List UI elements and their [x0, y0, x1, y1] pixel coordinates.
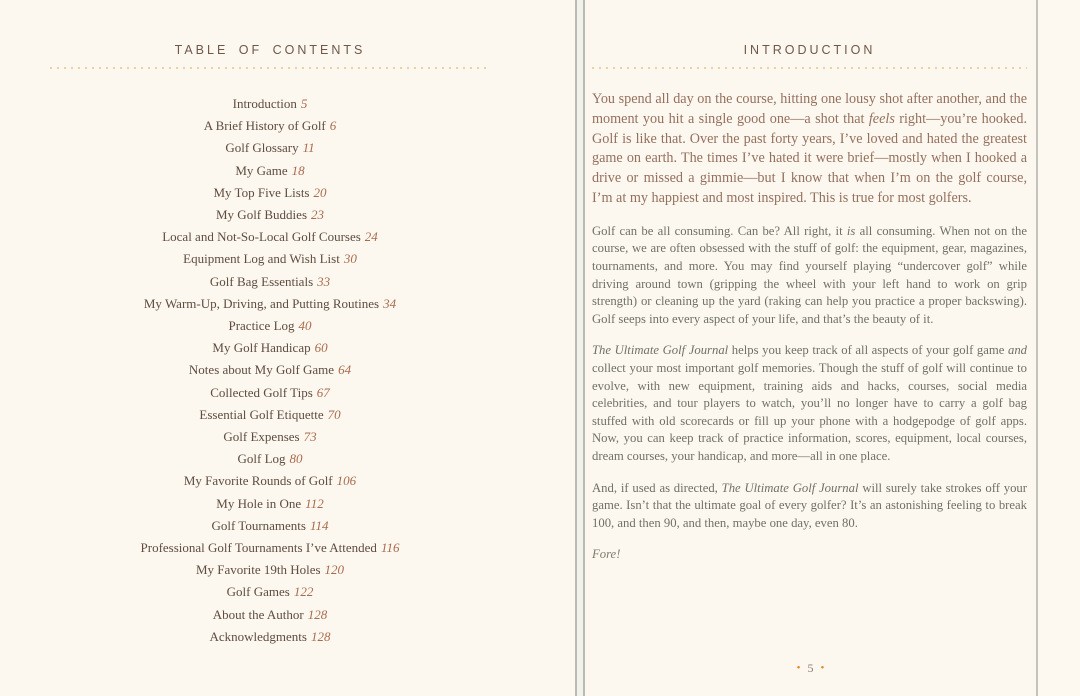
- introduction-page: [585, 0, 1036, 696]
- toc-entry: [50, 337, 490, 359]
- introduction-paragraph: Golf can be all consuming. Can be? All right, it is all consuming. When not on the course, we are often obsessed with the stuff of golf: the equipment, gear, magazines, tournaments, and more. You may find yourself playing “undercover golf” while driving around town (gripping the wheel with your left hand to work on grip strength) or cleaning up the yard (raking can help you practice a proper backswing). Golf seeps into every aspect of your life, and that’s the beauty of it.: [592, 223, 1027, 326]
- toc-entry-page-number: 23: [311, 207, 324, 223]
- folio-left-dot: •: [796, 662, 801, 674]
- toc-entry-page-number: 122: [293, 584, 314, 600]
- toc-entry-label: Practice Log: [228, 318, 295, 334]
- toc-entry: [50, 515, 490, 537]
- toc-entry-label: Equipment Log and Wish List: [183, 251, 340, 267]
- toc-entry-label: Professional Golf Tournaments I’ve Attended: [140, 540, 377, 556]
- toc-entry-label: Notes about My Golf Game: [188, 362, 335, 378]
- toc-entry-page-number: 5: [300, 96, 308, 111]
- toc-entry-label: My Top Five Lists: [213, 184, 310, 200]
- toc-entry-page-number: 114: [309, 517, 329, 533]
- toc-entry: [50, 315, 490, 337]
- toc-entry: [50, 359, 490, 381]
- toc-entry-label: Golf Expenses: [223, 429, 300, 445]
- toc-entry: [50, 470, 490, 492]
- toc-entry-page-number: 40: [298, 318, 312, 334]
- toc-entry: [50, 382, 490, 404]
- toc-entry-page-number: 33: [317, 273, 331, 289]
- introduction-title: INTRODUCTION: [743, 43, 876, 57]
- page-folio: [585, 661, 1036, 676]
- toc-entry-page-number: 6: [329, 118, 337, 134]
- toc-entry-page-number: 116: [380, 540, 400, 556]
- introduction-paragraph: Fore!: [592, 547, 621, 562]
- toc-entry-label: My Hole in One: [216, 495, 302, 511]
- toc-entry: [50, 426, 490, 448]
- toc-entry: [50, 537, 490, 559]
- toc-entry-label: Introduction: [232, 96, 297, 111]
- introduction-paragraph: And, if used as directed, The Ultimate Golf Journal will surely take strokes off your game. Isn’t that the ultimate goal of every golfer? It’s an astonishing feeling to break 100, and then 90, and then, maybe one day, even 80.: [592, 480, 1027, 530]
- introduction-divider-rule: [592, 67, 1027, 69]
- toc-entry-page-number: 60: [314, 340, 328, 356]
- toc-entry-page-number: 30: [343, 251, 357, 267]
- introduction-paragraph: You spend all day on the course, hitting one lousy shot after another, and the moment you hit a single good one—a shot that feels right—you’re hooked. Golf is like that. Over the past forty years, I’ve loved and hated the greatest game on earth. The times I’ve hated it were brief—mostly when I hooked a drive or missed a gimmie—but I know that when I’m on the golf course, I’m at my happiest and most inspired. This is true for most golfers.: [592, 91, 1027, 206]
- folio-page-number: 5: [807, 661, 814, 675]
- toc-entry-label: Golf Games: [226, 584, 290, 600]
- toc-entry-page-number: 34: [383, 295, 397, 311]
- toc-entry-label: Golf Bag Essentials: [209, 273, 314, 289]
- toc-entry-label: My Golf Buddies: [216, 207, 307, 223]
- toc-entry: [50, 293, 490, 315]
- toc-entry-label: Acknowledgments: [209, 628, 307, 644]
- toc-divider-rule: [50, 67, 490, 69]
- toc-entry-page-number: 128: [307, 606, 328, 622]
- toc-entry-page-number: 106: [336, 473, 357, 489]
- toc-entry-label: My Golf Handicap: [212, 340, 311, 356]
- toc-entry-label: A Brief History of Golf: [203, 118, 326, 134]
- toc-entry: [50, 493, 490, 515]
- toc-entry-page-number: 112: [305, 495, 324, 511]
- toc-entry-page-number: 128: [310, 628, 331, 644]
- toc-entry: [50, 93, 490, 115]
- toc-content: [50, 0, 490, 648]
- toc-entry: [50, 448, 490, 470]
- toc-entry: [50, 604, 490, 626]
- toc-entry-page-number: 67: [316, 384, 330, 400]
- toc-entry-label: My Favorite Rounds of Golf: [183, 473, 333, 489]
- toc-entry-label: My Favorite 19th Holes: [195, 562, 321, 578]
- toc-entry-label: Essential Golf Etiquette: [199, 406, 324, 422]
- toc-entry-label: My Warm-Up, Driving, and Putting Routines: [143, 295, 380, 311]
- toc-entry-label: My Game: [235, 162, 288, 178]
- toc-entry-page-number: 70: [327, 406, 341, 422]
- toc-entry-page-number: 24: [364, 229, 378, 245]
- introduction-paragraph: The Ultimate Golf Journal helps you keep track of all aspects of your golf game and collect your most important golf memories. Though the stuff of golf will continue to evolve, with new equipment, training aids and hacks, courses, social media celebrities, and tour players to watch, you’ll no longer have to carry a golf bag stuffed with old scorecards or fill up your phone with a hodgepodge of golf apps. Now, you can keep track of practice information, scores, equipment, local courses, dream courses, your handicap, and more—all in one place.: [592, 343, 1027, 463]
- outer-margin: [1038, 0, 1080, 696]
- toc-entry-label: Golf Tournaments: [211, 517, 306, 533]
- toc-entry-label: Golf Log: [237, 451, 286, 467]
- folio-right-dot: •: [820, 662, 825, 674]
- toc-entry: [50, 160, 490, 182]
- toc-entry: [50, 581, 490, 603]
- toc-entry-page-number: 80: [289, 451, 303, 467]
- toc-title: TABLE OF CONTENTS: [174, 43, 366, 57]
- toc-entry: [50, 137, 490, 159]
- toc-entry: [50, 248, 490, 270]
- introduction-paragraphs: [592, 90, 1027, 564]
- toc-entry: [50, 204, 490, 226]
- toc-entry-label: Golf Glossary: [225, 140, 299, 156]
- toc-entry-page-number: 20: [313, 184, 327, 200]
- toc-entry-label: About the Author: [212, 606, 304, 622]
- toc-entry-page-number: 64: [338, 362, 352, 378]
- toc-entry-label: Local and Not-So-Local Golf Courses: [162, 229, 361, 245]
- toc-entry: [50, 182, 490, 204]
- toc-entry: [50, 404, 490, 426]
- toc-entry-page-number: 73: [303, 429, 317, 445]
- toc-entry: [50, 559, 490, 581]
- toc-entry-page-number: 120: [324, 562, 345, 578]
- toc-entry: [50, 115, 490, 137]
- toc-entry-page-number: 11: [302, 140, 315, 156]
- toc-list: [50, 93, 490, 648]
- toc-entry: [50, 271, 490, 293]
- book-gutter: [575, 0, 585, 696]
- toc-entry: [50, 226, 490, 248]
- toc-entry-page-number: 18: [291, 162, 305, 178]
- toc-entry: [50, 626, 490, 648]
- toc-entry-label: Collected Golf Tips: [210, 384, 313, 400]
